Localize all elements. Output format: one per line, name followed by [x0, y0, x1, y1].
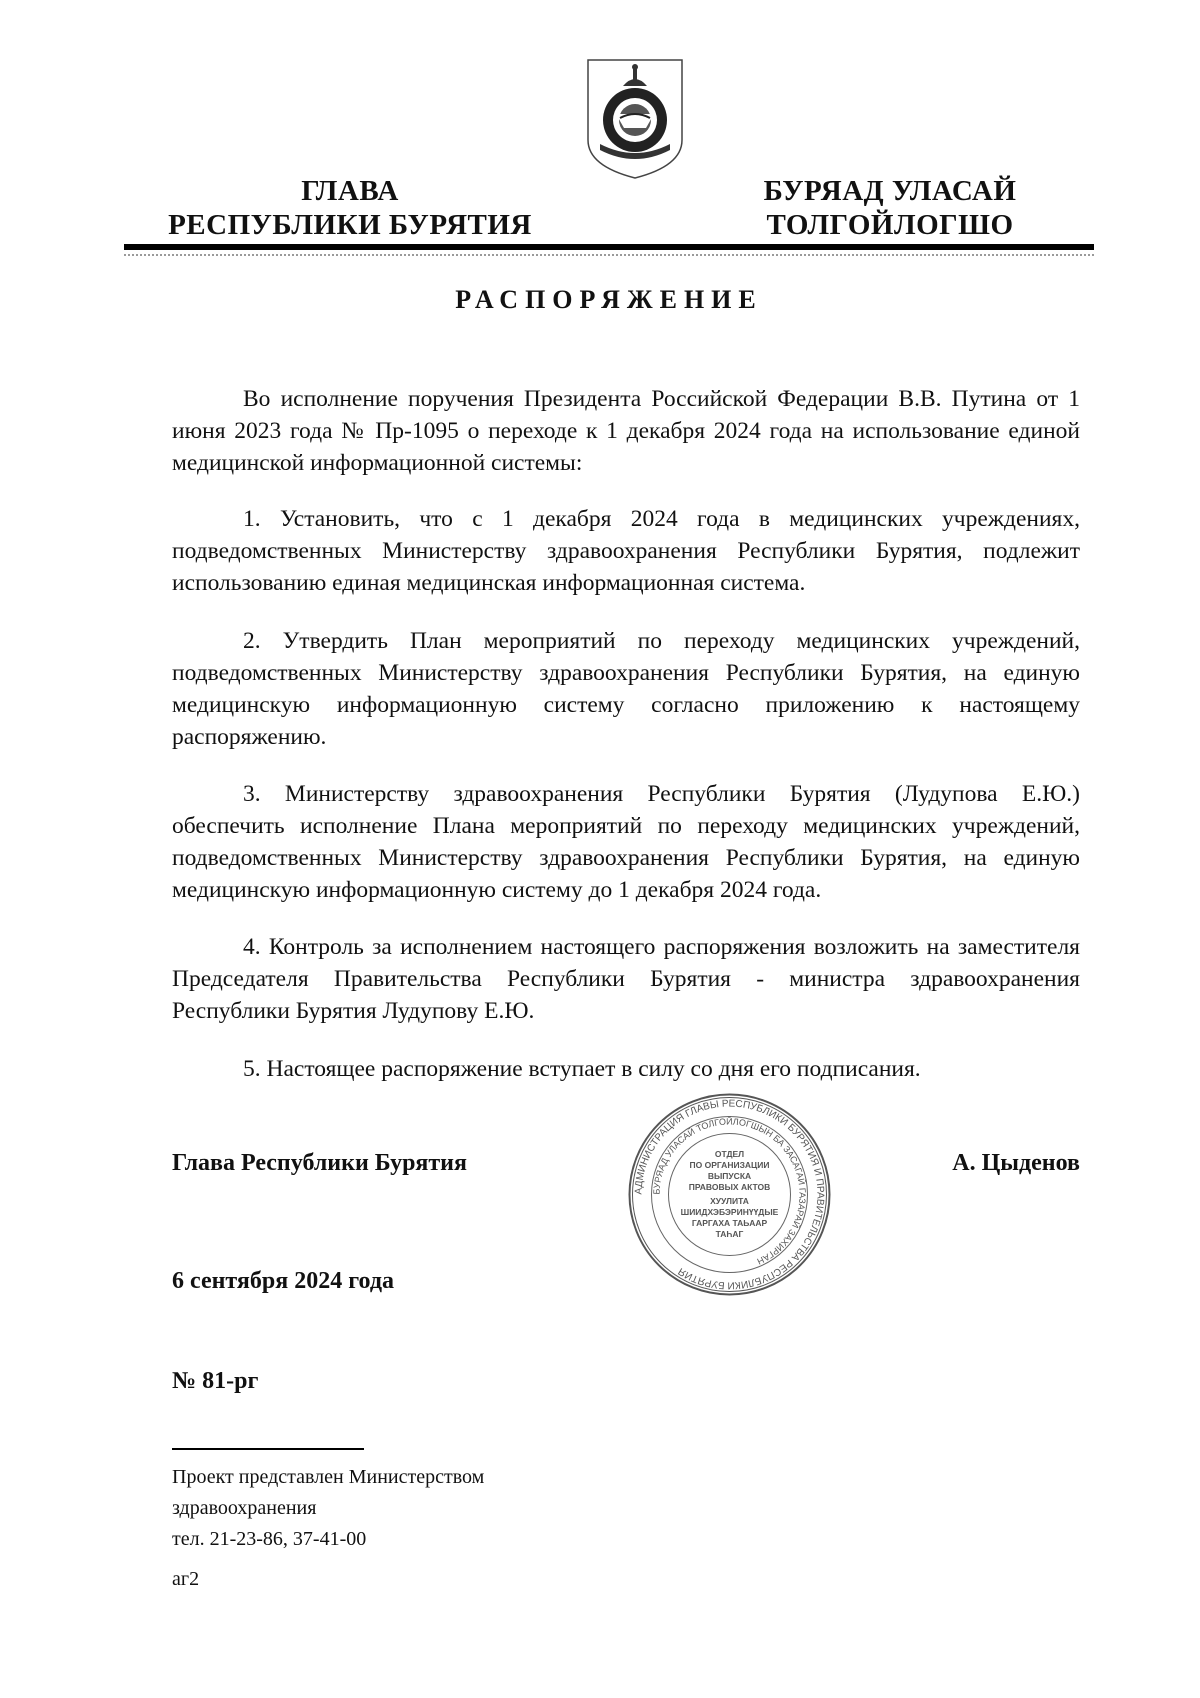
item-4-text: 4. Контроль за исполнением настоящего распоряжения возложить на заместителя Председателя Правительства Республики Бурятия - министра здравоохранения Республики Бурятия Лудупову Е.Ю. — [172, 934, 1080, 1024]
item-5-text: 5. Настоящее распоряжение вступает в силу со дня его подписания. — [243, 1056, 921, 1082]
coat-of-arms-emblem — [586, 58, 684, 180]
seal-center-line: ПРАВОВЫХ АКТОВ — [688, 1182, 771, 1192]
seal-center-line: ХУУЛИТА — [710, 1196, 749, 1206]
footnote-line2: здравоохранения — [172, 1497, 317, 1519]
item-4 — [172, 931, 1080, 1027]
seal-center-line: ГАРГАХА ТАЬААР — [691, 1218, 768, 1228]
intro-text: Во исполнение поручения Президента Российской Федерации В.В. Путина от 1 июня 2023 года № Пр-1095 о переходе к 1 декабря 2024 года на использование единой медицинской информационной системы: — [172, 386, 1080, 476]
signatory-name: А. Цыденов — [952, 1150, 1080, 1176]
footnote-line1: Проект представлен Министерством — [172, 1466, 485, 1488]
item-1-text: 1. Установить, что с 1 декабря 2024 года в медицинских учреждениях, подведомственных Министерству здравоохранения Республики Бурятия, подлежит использованию единая медицинская информационная система. — [172, 506, 1080, 596]
document-title: РАСПОРЯЖЕНИЕ — [455, 285, 763, 314]
header-right-line1: БУРЯАД УЛАСАЙ — [763, 175, 1017, 207]
intro-paragraph — [172, 383, 1080, 479]
svg-text:АДМИНИСТРАЦИЯ ГЛАВЫ РЕСПУБЛИКИ — [633, 1098, 825, 1290]
item-3-text: 3. Министерству здравоохранения Республики Бурятия (Лудупова Е.Ю.) обеспечить исполнение Плана мероприятий по переходу медицинских учреждений, подведомственных Министерству здравоохранения Республики Бурятия, на единую медицинскую информационную систему до 1 декабря 2024 года. — [172, 781, 1080, 903]
header-left — [150, 174, 550, 242]
footnote — [172, 1462, 484, 1555]
footnote-divider — [172, 1448, 364, 1450]
seal-inner-ring-text: БУРЯАД УЛАСАЙ ТОЛГОЙЛОГШЫН БА ЗАСАГАЙ ГАЗАРАЙ ЗАХИРГАН — [651, 1116, 808, 1267]
seal-center-line: ВЫПУСКА — [707, 1171, 752, 1181]
seal-outer-ring-text: АДМИНИСТРАЦИЯ ГЛАВЫ РЕСПУБЛИКИ БУРЯТИЯ И ПРАВИТЕЛЬСТВА РЕСПУБЛИКИ БУРЯТИЯ — [633, 1098, 826, 1291]
item-2-text: 2. Утвердить План мероприятий по переходу медицинских учреждений, подведомственных Министерству здравоохранения Республики Бурятия, на единую медицинскую информационную систему согласно приложению к настоящему распоряжению. — [172, 628, 1080, 750]
document-date: 6 сентября 2024 года — [172, 1268, 394, 1294]
header-divider-thick — [124, 244, 1094, 250]
item-2 — [172, 625, 1080, 753]
official-seal — [627, 1092, 832, 1297]
header-right-line2: ТОЛГОЙЛОГШО — [766, 209, 1014, 241]
header-right — [700, 174, 1080, 242]
seal-center-line: ШИИДХЭБЭРИНҮҮДЫЕ — [680, 1207, 779, 1217]
registration-mark: аг2 — [172, 1568, 200, 1590]
seal-center-line: ПО ОРГАНИЗАЦИИ — [689, 1160, 770, 1170]
item-3 — [172, 778, 1080, 906]
seal-center-line: ТАҺАГ — [715, 1229, 744, 1239]
header-left-line1: ГЛАВА — [301, 175, 399, 207]
header-left-line2: РЕСПУБЛИКИ БУРЯТИЯ — [168, 209, 532, 241]
document-number: № 81-рг — [172, 1368, 259, 1394]
item-5 — [172, 1053, 1080, 1085]
header-divider-thin — [124, 254, 1094, 256]
seal-center-line: ОТДЕЛ — [714, 1149, 745, 1159]
signatory-position: Глава Республики Бурятия — [172, 1150, 467, 1176]
item-1 — [172, 503, 1080, 599]
footnote-line3: тел. 21-23-86, 37-41-00 — [172, 1528, 367, 1550]
